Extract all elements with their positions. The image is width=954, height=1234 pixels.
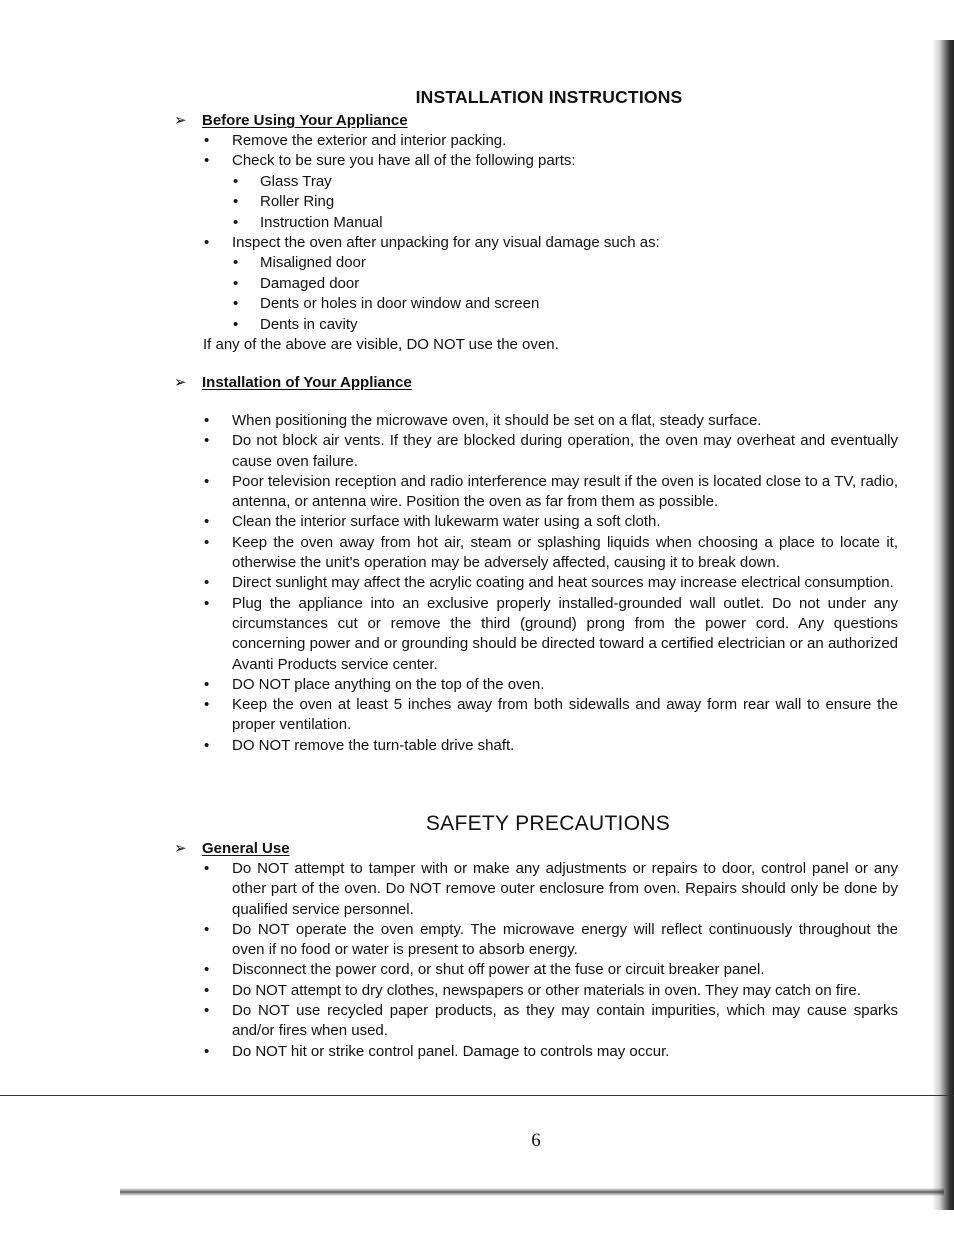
list-item: • Plug the appliance into an exclusive properly installed-grounded wall outlet. Do not under any circumstances cut or remove the third (ground) prong from the power cord. Any questions concerning power and or grounding should be directed toward a certified electrician or an authorized Avanti Products service center. — [174, 594, 898, 675]
list-item: • Check to be sure you have all of the following parts: — [174, 151, 898, 171]
damage-list — [174, 253, 898, 335]
list-item: • Damaged door — [174, 274, 898, 295]
list-item: • When positioning the microwave oven, it should be set on a flat, steady surface. — [174, 411, 898, 431]
scan-shadow-bottom — [120, 1188, 944, 1196]
arrow-bullet-icon: ➢ — [174, 840, 187, 857]
list-item: • DO NOT remove the turn-table drive shaft. — [174, 736, 898, 756]
section-general-use — [174, 839, 898, 1062]
list-item: • Misaligned door — [174, 253, 898, 274]
general-use-list — [174, 859, 898, 1062]
installation-list — [174, 411, 898, 756]
list-item: • Dents or holes in door window and screen — [174, 294, 898, 315]
list-item: • Do NOT use recycled paper products, as they may contain impurities, which may cause sparks and/or fires when used. — [174, 1001, 898, 1042]
list-item: • Inspect the oven after unpacking for any visual damage such as: — [174, 233, 898, 253]
list-item: • Direct sunlight may affect the acrylic coating and heat sources may increase electrical consumption. — [174, 573, 898, 593]
list-item: • Roller Ring — [174, 192, 898, 213]
section-heading-before-using: ➢ Before Using Your Appliance — [174, 112, 408, 129]
section-heading-installation: ➢ Installation of Your Appliance — [174, 374, 412, 391]
warning-note: If any of the above are visible, DO NOT use the oven. — [203, 336, 559, 354]
inspect-list — [174, 233, 898, 253]
list-item: • Do NOT hit or strike control panel. Damage to controls may occur. — [174, 1042, 898, 1062]
scan-shadow-right — [932, 40, 954, 1210]
footer-divider — [0, 1095, 954, 1096]
list-item: • Instruction Manual — [174, 213, 898, 234]
list-item: • Dents in cavity — [174, 315, 898, 336]
arrow-bullet-icon: ➢ — [174, 112, 187, 129]
safety-heading: SAFETY PRECAUTIONS — [425, 812, 671, 835]
before-using-list — [174, 131, 898, 172]
parts-list — [174, 172, 898, 234]
list-item: • Keep the oven at least 5 inches away from both sidewalls and away form rear wall to ensure the proper ventilation. — [174, 695, 898, 736]
section-before-using — [174, 111, 898, 356]
arrow-bullet-icon: ➢ — [174, 374, 187, 391]
list-item: • DO NOT place anything on the top of the oven. — [174, 675, 898, 695]
list-item: • Keep the oven away from hot air, steam or splashing liquids when choosing a place to locate it, otherwise the unit's operation may be adversely affected, causing it to break down. — [174, 533, 898, 574]
page-number: 6 — [531, 1130, 541, 1151]
list-item: • Do NOT operate the oven empty. The microwave energy will reflect continuously throughout the oven if no food or water is present to absorb energy. — [174, 920, 898, 961]
list-item: • Glass Tray — [174, 172, 898, 193]
list-item: • Do NOT attempt to dry clothes, newspapers or other materials in oven. They may catch on fire. — [174, 981, 898, 1001]
page-title: INSTALLATION INSTRUCTIONS — [415, 87, 683, 107]
list-item: • Remove the exterior and interior packing. — [174, 131, 898, 151]
section-heading-general-use: ➢ General Use — [174, 840, 290, 857]
list-item: • Poor television reception and radio interference may result if the oven is located close to a TV, radio, antenna, or antenna wire. Position the oven as far from them as possible. — [174, 472, 898, 513]
list-item: • Clean the interior surface with lukewarm water using a soft cloth. — [174, 512, 898, 532]
list-item: • Do NOT attempt to tamper with or make any adjustments or repairs to door, control panel or any other part of the oven. Do NOT remove outer enclosure from oven. Repairs should only be done by qualified service personnel. — [174, 859, 898, 920]
list-item: • Do not block air vents. If they are blocked during operation, the oven may overheat and eventually cause oven failure. — [174, 431, 898, 472]
list-item: • Disconnect the power cord, or shut off power at the fuse or circuit breaker panel. — [174, 960, 898, 980]
section-installation — [174, 373, 898, 756]
